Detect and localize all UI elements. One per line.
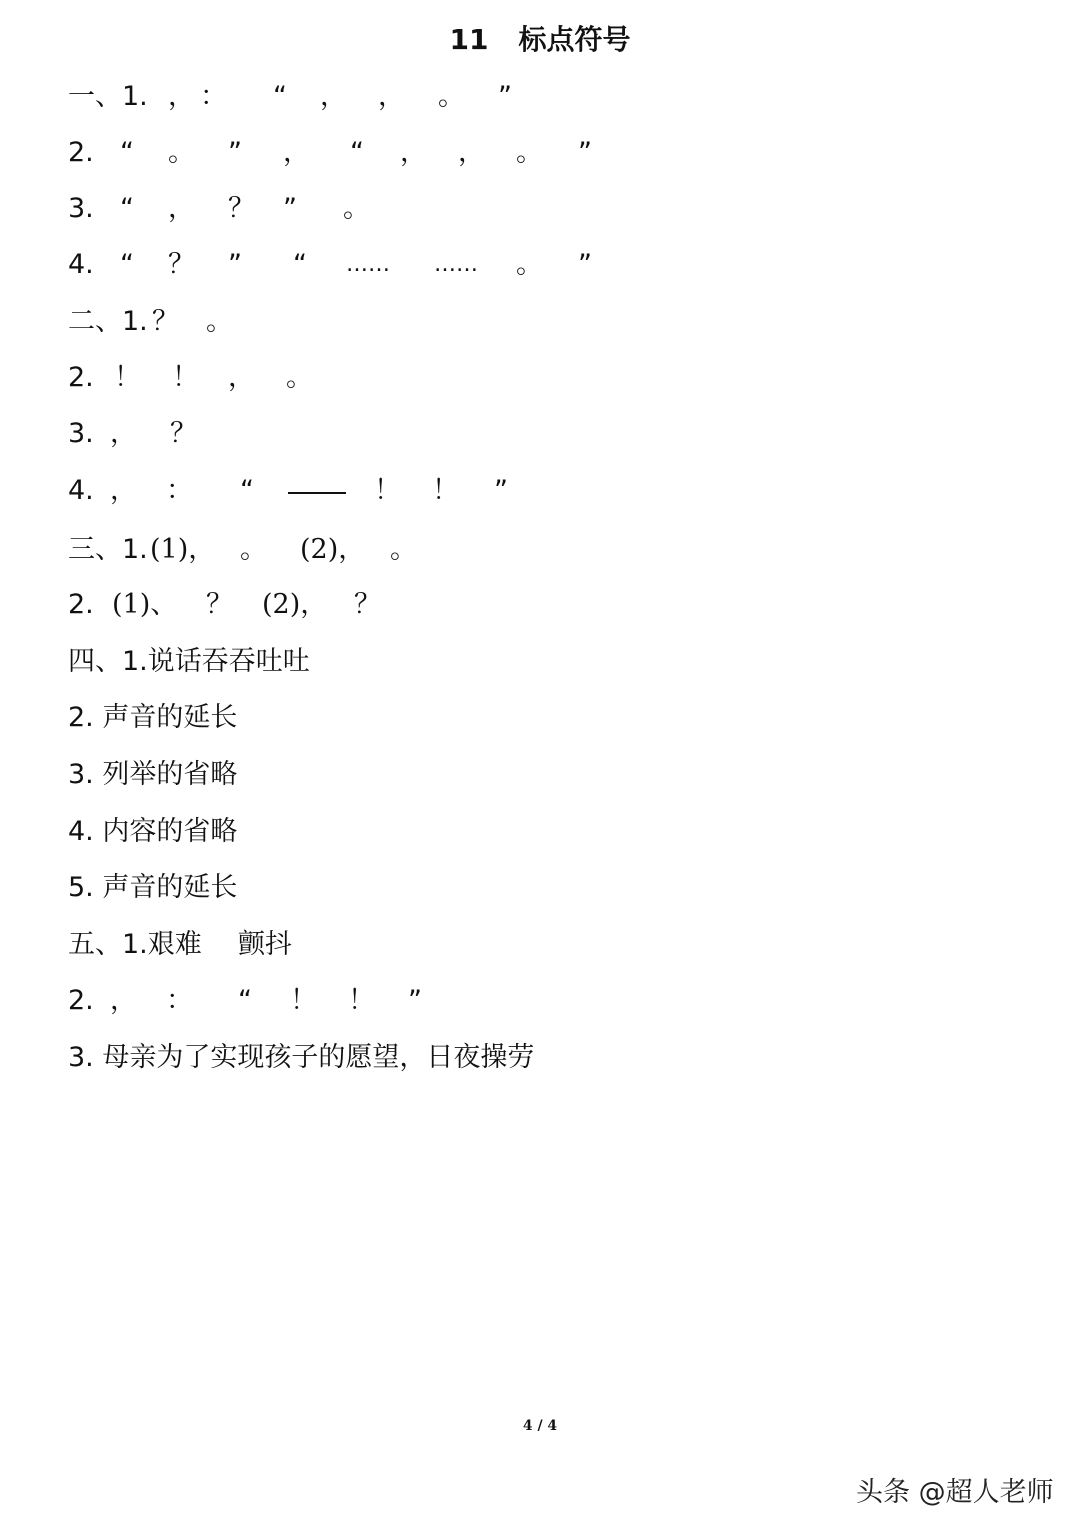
- answer-text: (2)，: [262, 589, 328, 620]
- punct-mark: ？: [170, 418, 197, 449]
- line-label: 一、1.: [68, 81, 148, 112]
- answer-line-3-1: [68, 530, 1028, 570]
- punct-mark: ”: [228, 249, 242, 280]
- punct-mark: ？: [168, 249, 195, 280]
- punct-mark: “: [240, 475, 254, 506]
- answer-text: 5. 声音的延长: [68, 872, 238, 903]
- lesson-title: 标点符号: [518, 23, 631, 56]
- answer-text: 四、1.说话吞吞吐吐: [68, 646, 310, 677]
- punct-mark: ，: [110, 418, 137, 449]
- answer-text: (2)，: [300, 534, 366, 565]
- answer-text: 颤抖: [238, 929, 292, 960]
- punct-mark: 。: [438, 81, 465, 112]
- punct-mark: ，: [168, 81, 195, 112]
- punct-mark: ，: [320, 81, 347, 112]
- punct-mark: ：: [166, 985, 193, 1016]
- punct-mark: ！: [172, 362, 199, 393]
- answer-line-4-4: [68, 812, 1028, 852]
- answer-line-4-1: [68, 642, 1028, 682]
- lesson-number: 11: [449, 23, 489, 56]
- answer-line-5-3: [68, 1038, 1028, 1078]
- punct-mark: ”: [228, 137, 242, 168]
- answer-line-1-4: [68, 245, 1028, 285]
- answer-text: 3. 列举的省略: [68, 759, 238, 790]
- page-number: 4 / 4: [522, 1418, 558, 1434]
- ellipsis-mark: ……: [434, 252, 478, 277]
- answer-line-2-3: [68, 414, 1028, 454]
- answer-line-1-2: [68, 133, 1028, 173]
- line-label: 三、1.: [68, 534, 148, 565]
- punct-mark: “: [273, 81, 287, 112]
- line-label: 2.: [68, 985, 94, 1016]
- punct-mark: ：: [200, 81, 227, 112]
- punct-mark: “: [293, 249, 307, 280]
- punct-mark: ！: [114, 362, 141, 393]
- punct-mark: ”: [498, 81, 512, 112]
- punct-mark: ？: [228, 193, 255, 224]
- punct-mark: “: [350, 137, 364, 168]
- page-title: [0, 20, 1080, 60]
- answer-text: 五、1.艰难: [68, 929, 202, 960]
- punct-mark: “: [120, 249, 134, 280]
- answer-line-5-1: [68, 925, 1028, 965]
- source-watermark: 头条 @超人老师: [856, 1477, 1054, 1508]
- punct-mark: 。: [206, 306, 233, 337]
- punct-mark: 。: [343, 193, 370, 224]
- punct-mark: 。: [516, 249, 543, 280]
- answer-line-5-2: [68, 981, 1028, 1021]
- punct-mark: ？: [152, 306, 179, 337]
- punct-mark: ，: [110, 985, 137, 1016]
- punct-mark: ，: [110, 475, 137, 506]
- answer-line-2-4: [68, 471, 1028, 511]
- punct-mark: ！: [348, 985, 375, 1016]
- answer-line-1-1: [68, 77, 1028, 117]
- punct-mark: 。: [168, 137, 195, 168]
- punct-mark: ”: [494, 475, 508, 506]
- line-label: 3.: [68, 193, 94, 224]
- answer-line-2-2: [68, 358, 1028, 398]
- answer-line-2-1: [68, 302, 1028, 342]
- punct-mark: ？: [354, 589, 381, 620]
- answer-text: 2. 声音的延长: [68, 702, 238, 733]
- answer-text: 4. 内容的省略: [68, 816, 238, 847]
- punct-mark: 。: [286, 362, 313, 393]
- dash-mark: [288, 492, 346, 494]
- answer-line-4-5: [68, 868, 1028, 908]
- punct-mark: 。: [516, 137, 543, 168]
- line-label: 2.: [68, 137, 94, 168]
- punct-mark: “: [238, 985, 252, 1016]
- answer-line-3-2: [68, 585, 1028, 625]
- punct-mark: “: [120, 137, 134, 168]
- punct-mark: 。: [240, 534, 267, 565]
- line-label: 4.: [68, 249, 94, 280]
- line-label: 4.: [68, 475, 94, 506]
- answer-text: 3. 母亲为了实现孩子的愿望，日夜操劳: [68, 1042, 535, 1073]
- line-label: 2.: [68, 589, 94, 620]
- punct-mark: ：: [166, 475, 193, 506]
- punct-mark: ，: [283, 137, 310, 168]
- punct-mark: 。: [390, 534, 417, 565]
- punct-mark: ”: [578, 137, 592, 168]
- punct-mark: ，: [400, 137, 427, 168]
- punct-mark: ！: [432, 475, 459, 506]
- punct-mark: ”: [578, 249, 592, 280]
- punct-mark: ”: [283, 193, 297, 224]
- punct-mark: ，: [378, 81, 405, 112]
- line-label: 2.: [68, 362, 94, 393]
- punct-mark: ，: [168, 193, 195, 224]
- punct-mark: ，: [458, 137, 485, 168]
- answer-line-1-3: [68, 189, 1028, 229]
- line-label: 二、1.: [68, 306, 148, 337]
- answer-text: (1)、: [112, 589, 178, 620]
- line-label: 3.: [68, 418, 94, 449]
- answer-line-4-3: [68, 755, 1028, 795]
- answer-line-4-2: [68, 698, 1028, 738]
- punct-mark: ”: [408, 985, 422, 1016]
- punct-mark: ？: [206, 589, 233, 620]
- answer-text: (1)，: [150, 534, 216, 565]
- punct-mark: ！: [374, 475, 401, 506]
- punct-mark: “: [120, 193, 134, 224]
- ellipsis-mark: ……: [346, 252, 390, 277]
- punct-mark: ！: [290, 985, 317, 1016]
- punct-mark: ，: [228, 362, 255, 393]
